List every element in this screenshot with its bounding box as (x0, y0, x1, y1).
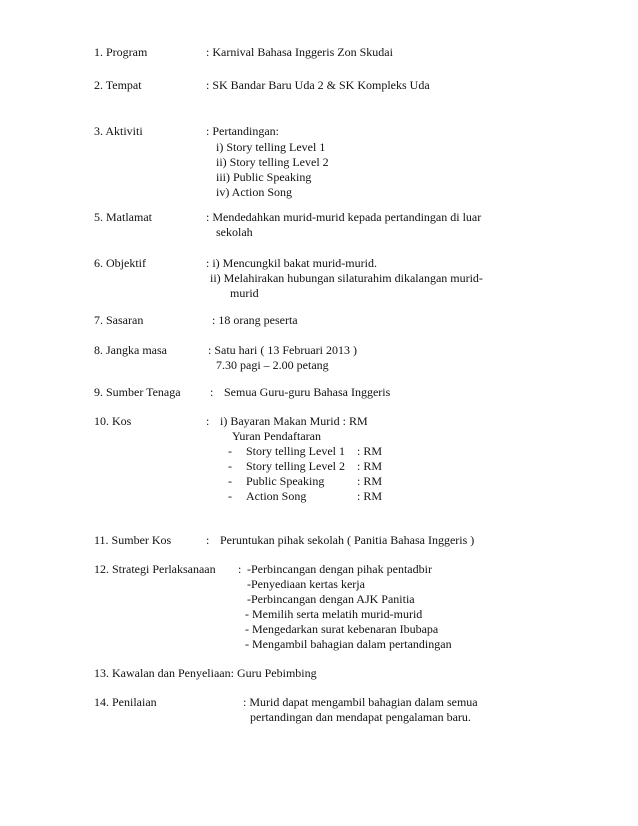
strategi-colon: : (238, 562, 242, 576)
sumber-kos-colon: : (206, 533, 210, 547)
aktiviti-item: iv) Action Song (216, 185, 293, 199)
matlamat-value: : Mendedahkan murid-murid kepada pertandingan di luar (206, 210, 482, 224)
kos-dash: - (228, 474, 232, 488)
kos-dash: - (228, 459, 232, 473)
aktiviti-value: : Pertandingan: (206, 124, 279, 138)
program-value: : Karnival Bahasa Inggeris Zon Skudai (206, 45, 393, 59)
kos-value: i) Bayaran Makan Murid : RM (220, 414, 368, 428)
sumber-tenaga-label: 9. Sumber Tenaga (94, 385, 181, 399)
strategi-label: 12. Strategi Perlaksanaan (94, 562, 216, 576)
kos-dash: - (228, 489, 232, 503)
strategi-item: - Memilih serta melatih murid-murid (245, 607, 423, 621)
jangka-label: 8. Jangka masa (94, 343, 167, 357)
kos-colon: : (206, 414, 210, 428)
tempat-value: : SK Bandar Baru Uda 2 & SK Kompleks Uda (206, 78, 430, 92)
kawalan-label: 13. Kawalan dan Penyeliaan: Guru Pebimbing (94, 666, 317, 680)
strategi-item: -Perbincangan dengan AJK Panitia (247, 592, 415, 606)
sumber-kos-label: 11. Sumber Kos (94, 533, 172, 547)
kos-item-name: Story telling Level 2 (246, 459, 345, 473)
kos-item-amount: : RM (357, 459, 383, 473)
objektif-value: : i) Mencungkil bakat murid-murid. (206, 256, 377, 270)
jangka-value: : Satu hari ( 13 Februari 2013 ) (208, 343, 357, 357)
jangka-cont: 7.30 pagi – 2.00 petang (216, 358, 329, 372)
aktiviti-label: 3. Aktiviti (94, 124, 143, 138)
kos-item-amount: : RM (357, 444, 383, 458)
kos-item-name: Story telling Level 1 (246, 444, 345, 458)
kos-item-name: Action Song (246, 489, 307, 503)
sasaran-label: 7. Sasaran (94, 313, 144, 327)
aktiviti-item: iii) Public Speaking (216, 170, 312, 184)
sumber-tenaga-colon: : (210, 385, 214, 399)
kos-dash: - (228, 444, 232, 458)
objektif-cont: murid (230, 286, 259, 300)
strategi-item: -Penyediaan kertas kerja (247, 577, 365, 591)
aktiviti-item: ii) Story telling Level 2 (216, 155, 329, 169)
tempat-label: 2. Tempat (94, 78, 142, 92)
kos-item-amount: : RM (357, 474, 383, 488)
program-label: 1. Program (94, 45, 148, 59)
aktiviti-item: i) Story telling Level 1 (216, 140, 326, 154)
matlamat-label: 5. Matlamat (94, 210, 152, 224)
kos-sub: Yuran Pendaftaran (232, 429, 321, 443)
strategi-item: - Mengedarkan surat kebenaran Ibubapa (245, 622, 439, 636)
penilaian-label: 14. Penilaian (94, 695, 157, 709)
kos-label: 10. Kos (94, 414, 132, 428)
matlamat-cont: sekolah (216, 225, 253, 239)
kos-item-amount: : RM (357, 489, 383, 503)
sumber-tenaga-value: Semua Guru-guru Bahasa Inggeris (224, 385, 391, 399)
penilaian-value: : Murid dapat mengambil bahagian dalam semua (243, 695, 478, 709)
objektif-label: 6. Objektif (94, 256, 146, 270)
sasaran-value: : 18 orang peserta (212, 313, 298, 327)
sumber-kos-value: Peruntukan pihak sekolah ( Panitia Bahasa Inggeris ) (220, 533, 475, 547)
kos-item-name: Public Speaking (246, 474, 325, 488)
strategi-item: -Perbincangan dengan pihak pentadbir (247, 562, 432, 576)
objektif-value2: ii) Melahirakan hubungan silaturahim dikalangan murid- (210, 271, 483, 285)
penilaian-cont: pertandingan dan mendapat pengalaman baru. (250, 710, 471, 724)
strategi-item: - Mengambil bahagian dalam pertandingan (245, 637, 452, 651)
